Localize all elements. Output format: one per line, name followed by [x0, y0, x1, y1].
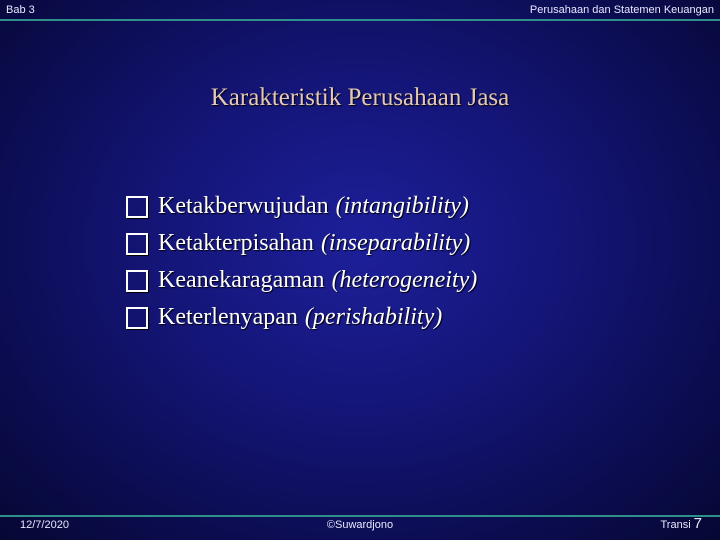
bullet-english-term: (heterogeneity) — [331, 267, 478, 293]
bullet-item-inseparability — [126, 225, 477, 262]
bullet-term: Ketakberwujudan — [158, 193, 329, 219]
bottom-divider — [0, 515, 720, 517]
bullet-english-term: (perishability) — [304, 304, 443, 330]
footer-page-indicator — [661, 515, 703, 532]
page-number: 7 — [693, 515, 702, 532]
bullet-term: Keanekaragaman — [158, 267, 325, 293]
checkbox-bullet-icon — [126, 196, 148, 218]
page-label: Transi — [660, 519, 691, 531]
header-chapter: Bab 3 — [6, 4, 35, 16]
bullet-english-term: (inseparability) — [320, 230, 471, 256]
bullet-english-term: (intangibility) — [335, 193, 469, 219]
footer-date: 12/7/2020 — [20, 519, 69, 531]
footer-author: ©Suwardjono — [326, 519, 394, 531]
bullet-item-perishability — [126, 299, 477, 336]
bullet-item-heterogeneity — [126, 262, 477, 299]
checkbox-bullet-icon — [126, 307, 148, 329]
slide-title: Karakteristik Perusahaan Jasa — [210, 84, 510, 111]
bullet-term: Keterlenyapan — [158, 304, 298, 330]
header-topic: Perusahaan dan Statemen Keuangan — [529, 4, 714, 16]
checkbox-bullet-icon — [126, 233, 148, 255]
top-divider — [0, 19, 720, 21]
bullet-term: Ketakterpisahan — [158, 230, 314, 256]
checkbox-bullet-icon — [126, 270, 148, 292]
bullet-item-intangibility — [126, 188, 477, 225]
bullet-list — [126, 188, 477, 336]
